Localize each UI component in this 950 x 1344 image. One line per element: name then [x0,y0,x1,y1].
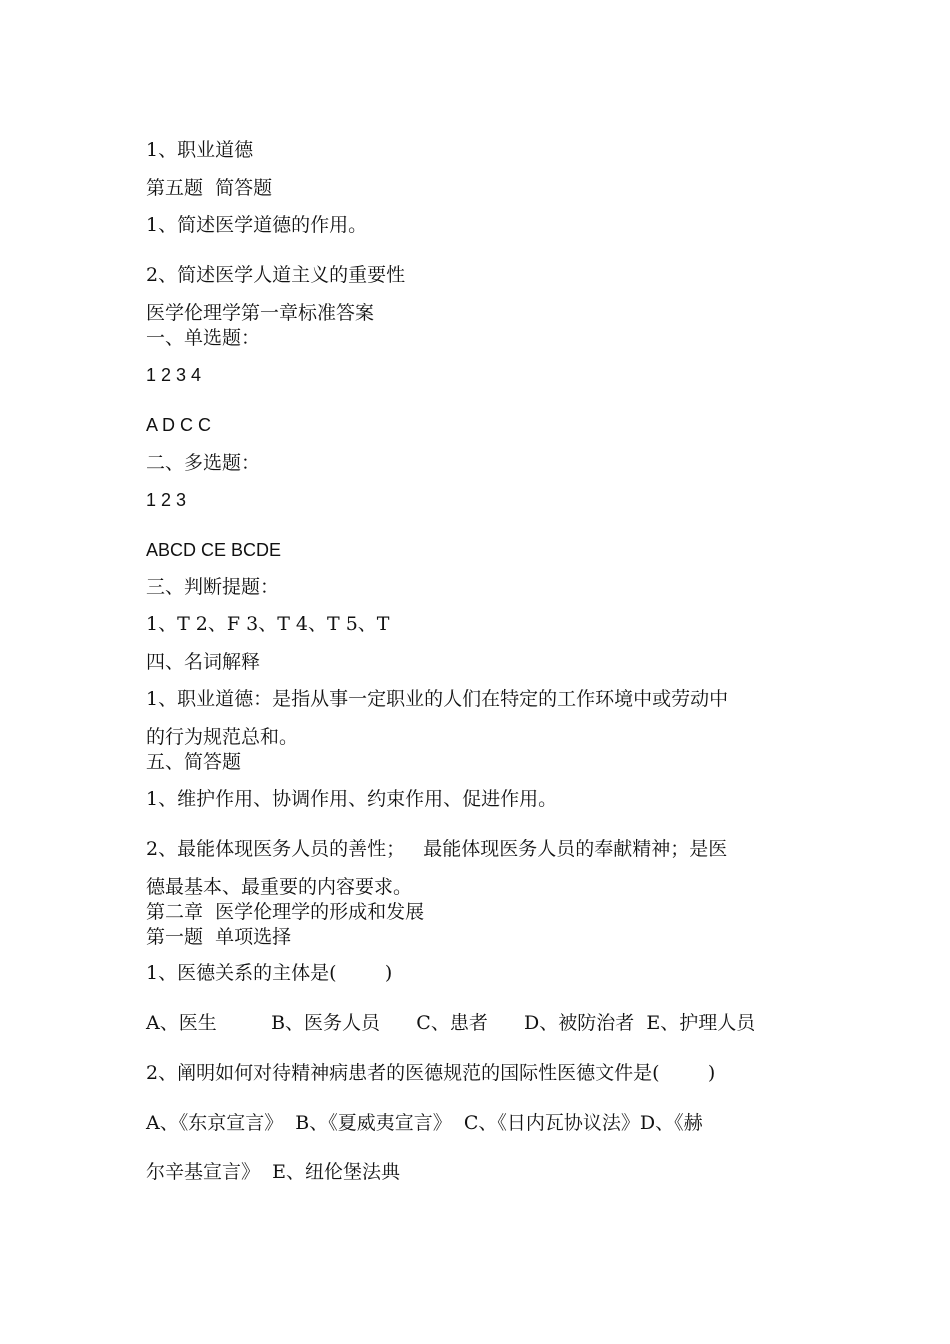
answer-letters: A D C C [146,415,212,435]
section-heading: 三、判断提题： [146,576,280,598]
answer-true-false: 1、T 2、F 3、T 4、T 5、T [146,613,390,635]
text-line: 2、最能体现医务人员的善性； 最能体现医务人员的奉献精神；是医 [146,838,728,860]
chapter-heading: 医学伦理学第一章标准答案 [146,302,375,324]
section-heading: 第一题 单项选择 [146,926,292,948]
text-line: 2、简述医学人道主义的重要性 [146,264,406,286]
text-line: 的行为规范总和。 [146,726,299,748]
text-line: 1、维护作用、协调作用、约束作用、促进作用。 [146,788,558,810]
section-heading: 四、名词解释 [146,651,261,673]
answer-letters: ABCD CE BCDE [146,540,282,560]
answer-numbers: 1 2 3 4 [146,365,202,385]
text-line: 1、简述医学道德的作用。 [146,214,368,236]
text-line: 1、职业道德：是指从事一定职业的人们在特定的工作环境中或劳动中 [146,688,729,710]
section-heading: 第五题 简答题 [146,177,273,199]
section-heading: 五、简答题 [146,751,242,773]
options-line: 尔辛基宣言》 E、纽伦堡法典 [146,1161,400,1183]
question-line: 2、阐明如何对待精神病患者的医德规范的国际性医德文件是( ) [146,1062,716,1084]
chapter-heading: 第二章 医学伦理学的形成和发展 [146,901,425,923]
section-heading: 一、单选题： [146,327,261,349]
question-line: 1、医德关系的主体是( ) [146,962,393,984]
answer-numbers: 1 2 3 [146,490,187,510]
options-line: A、《东京宣言》 B、《夏威夷宣言》 C、《日内瓦协议法》D、《赫 [146,1112,703,1134]
text-line: 1、职业道德 [146,139,254,161]
options-line: A、医生 B、医务人员 C、患者 D、被防治者 E、护理人员 [146,1012,756,1034]
section-heading: 二、多选题： [146,452,261,474]
text-line: 德最基本、最重要的内容要求。 [146,876,413,898]
